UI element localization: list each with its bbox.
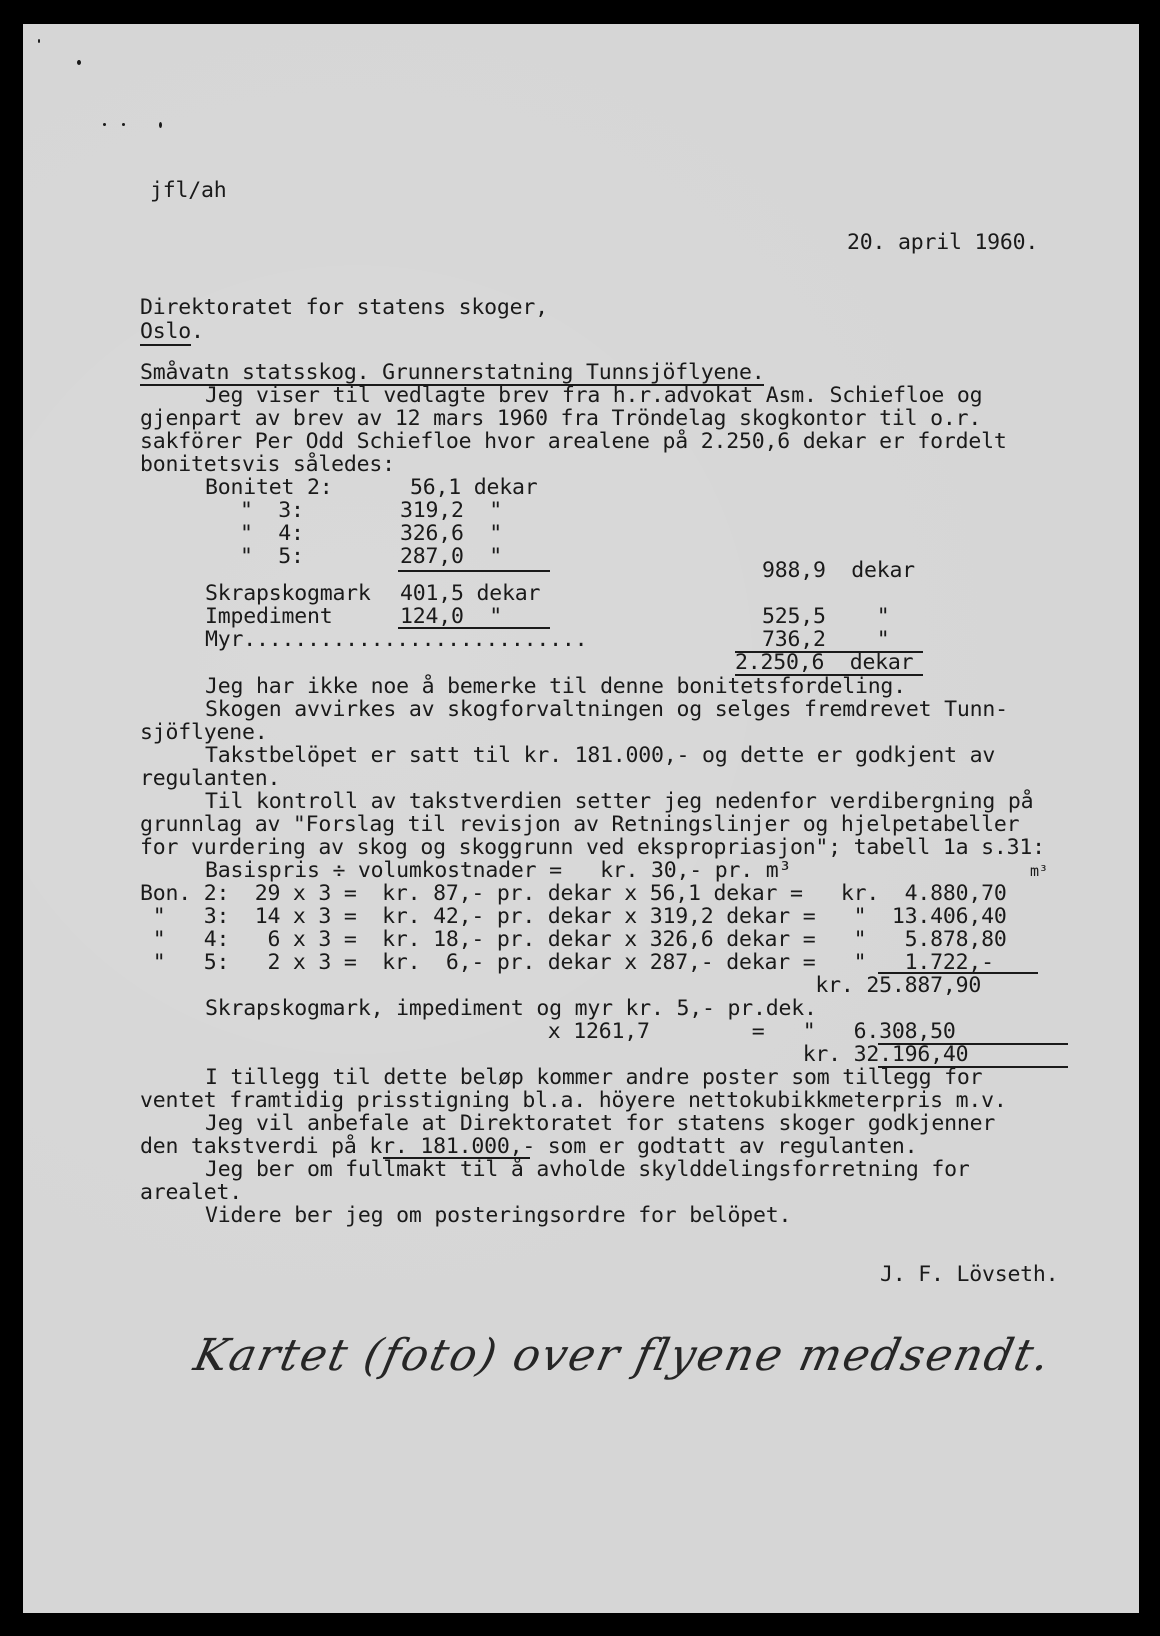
body-line: grunnlag av "Forslag til revisjon av Retningslinjer og hjelpetabeller [140,812,1020,837]
bonitet-value: 401,5 dekar [400,581,541,606]
body-line: Jeg har ikke noe å bemerke til denne bonitetsfordeling. [205,674,906,699]
speck-mark [159,122,162,128]
subject-line: Småvatn statsskog. Grunnerstatning Tunnsjöflyene. [140,360,765,385]
bonitet-total: 525,5 " [762,604,890,629]
bonitet-label: Bonitet 2: [205,475,333,500]
body-line: Skogen avvirkes av skogforvaltningen og selges fremdrevet Tunn- [205,697,1008,722]
reference-code: jfl/ah [150,178,227,203]
speck-mark [38,39,40,43]
calc-line: Bon. 2: 29 x 3 = kr. 87,- pr. dekar x 56,1 dekar = kr. 4.880,70 [140,881,1007,906]
speck-mark [103,123,106,126]
calc-line: " 5: 2 x 3 = kr. 6,- pr. dekar x 287,- dekar = " 1.722,- [140,950,994,975]
addressee-city: Oslo. [140,319,204,344]
calc-line: " 3: 14 x 3 = kr. 42,- pr. dekar x 319,2 dekar = " 13.406,40 [140,904,1007,929]
speck-mark [122,123,125,126]
body-line: Til kontroll av takstverdien setter jeg nedenfor verdibergning på [205,789,1034,814]
body-line: Jeg ber om fullmakt til å avholde skylddelingsforretning for [205,1157,970,1182]
body-line: den takstverdi på kr. 181.000,- som er godtatt av regulanten. [140,1134,918,1159]
body-line: ventet framtidig prisstigning bl.a. höyere nettokubikkmeterpris m.v. [140,1088,1007,1113]
bonitet-value: 326,6 " [400,521,502,546]
bonitet-label: " 3: [240,498,304,523]
calc-line: kr. 25.887,90 [140,973,982,998]
calc-line: x 1261,7 = " 6.308,50 [140,1019,956,1044]
body-line: sakförer Per Odd Schiefloe hvor arealene på 2.250,6 dekar er fordelt [140,429,1007,454]
table-underline [398,570,550,572]
calc-line: kr. 32.196,40 [140,1042,969,1067]
city-text: Oslo [140,319,191,344]
body-line: gjenpart av brev av 12 mars 1960 fra Tröndelag skogkontor til o.r. [140,406,982,431]
calc-line: Skrapskogmark, impediment og myr kr. 5,- pr.dek. [205,996,817,1021]
body-line: Videre ber jeg om posteringsordre for belöpet. [205,1203,792,1228]
body-line: Takstbelöpet er satt til kr. 181.000,- og dette er godkjent av [205,743,996,768]
bonitet-total: 988,9 dekar [762,558,915,583]
body-line: I tillegg til dette beløp kommer andre poster som tillegg for [205,1065,983,1090]
bonitet-value: 56,1 dekar [410,475,538,500]
bonitet-grand-total: 2.250,6 dekar [735,650,914,675]
bonitet-label: Myr........................... [205,627,588,652]
signature: J. F. Lövseth. [880,1262,1059,1287]
body-line: sjöflyene. [140,720,268,745]
body-line: Jeg vil anbefale at Direktoratet for statens skoger godkjenner [205,1111,996,1136]
bonitet-total: 736,2 " [762,627,890,652]
calc-line: " 4: 6 x 3 = kr. 18,- pr. dekar x 326,6 dekar = " 5.878,80 [140,927,1007,952]
letter-date: 20. april 1960. [847,230,1039,255]
body-line: for vurdering av skog og skoggrunn ved ekspropriasjon"; tabell 1a s.31: [140,835,1045,860]
bonitet-value: 319,2 " [400,498,502,523]
body-line: regulanten. [140,766,281,791]
body-line: arealet. [140,1180,242,1205]
bonitet-value: 287,0 " [400,544,502,569]
bonitet-label: " 4: [240,521,304,546]
body-line: Jeg viser til vedlagte brev fra h.r.advokat Asm. Schiefloe og [205,383,983,408]
bonitet-label: Skrapskogmark [205,581,371,606]
speck-mark [77,60,81,65]
bonitet-label: Impediment [205,604,333,629]
calc-unit: m³ [1030,862,1048,880]
handwritten-note: Kartet (foto) over flyene medsendt. [189,1330,1056,1381]
calc-line: Basispris ÷ volumkostnader = kr. 30,- pr. m³ [205,858,792,883]
addressee-line: Direktoratet for statens skoger, [140,295,548,320]
body-line: bonitetsvis således: [140,452,395,477]
bonitet-label: " 5: [240,544,304,569]
bonitet-value: 124,0 " [400,604,502,629]
